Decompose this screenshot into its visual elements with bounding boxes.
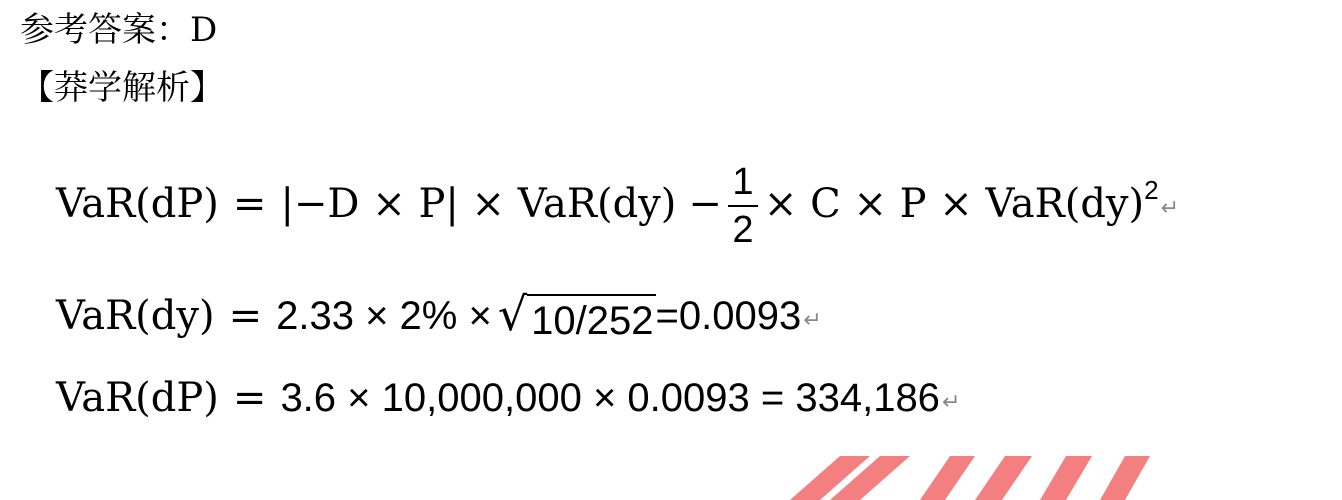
fraction-numerator: 1 bbox=[732, 161, 754, 203]
answer-line: 参考答案：D bbox=[20, 10, 218, 50]
formula-lhs: VaR(dP) bbox=[56, 375, 219, 421]
equals-sign: = bbox=[232, 181, 267, 227]
formula-var-dp-definition bbox=[56, 148, 1179, 260]
fraction-denominator: 2 bbox=[732, 209, 754, 251]
fraction-one-half bbox=[728, 159, 758, 253]
equals-sign: = bbox=[228, 293, 263, 339]
formula-term-convexity: × C × P × VaR(dy) bbox=[763, 181, 1145, 227]
formula-rhs: 3.6 × 10,000,000 × 0.0093 = 334,186 bbox=[280, 375, 940, 420]
watermark-logo bbox=[770, 456, 1190, 500]
formula-lhs: VaR(dP) bbox=[56, 181, 219, 227]
formula-var-dp-result bbox=[56, 362, 960, 434]
paragraph-mark-icon: ↵ bbox=[1160, 195, 1180, 221]
sqrt-radicand: 10/252 bbox=[527, 294, 655, 344]
formula-var-dy bbox=[56, 280, 822, 352]
equals-sign: = bbox=[232, 375, 267, 421]
minus-sign: − bbox=[688, 181, 722, 227]
paragraph-mark-icon: ↵ bbox=[941, 389, 961, 415]
square-root bbox=[498, 288, 656, 344]
sqrt-icon: √ bbox=[497, 287, 528, 341]
paragraph-mark-icon: ↵ bbox=[803, 307, 822, 333]
superscript-exponent: 2 bbox=[1144, 174, 1159, 205]
formula-term-duration: |−D × P| × VaR(dy) bbox=[280, 181, 677, 227]
formula-rhs: 2.33 × 2% × bbox=[276, 293, 492, 338]
formula-result: =0.0093 bbox=[655, 293, 802, 338]
analysis-heading: 【莽学解析】 bbox=[20, 68, 224, 108]
formula-lhs: VaR(dy) bbox=[56, 293, 215, 339]
